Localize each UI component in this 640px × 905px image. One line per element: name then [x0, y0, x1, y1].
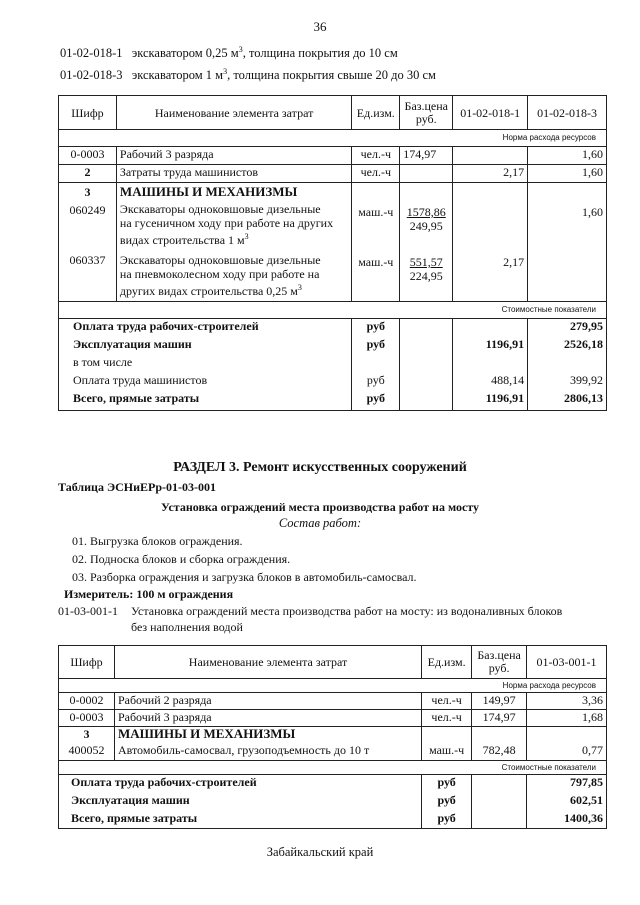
section-name: МАШИНЫ И МЕХАНИЗМЫ [119, 184, 298, 199]
item-code: 01-03-001-1 [58, 604, 118, 618]
row-value-1: 2,17 [503, 255, 525, 269]
row-price: 551,57 [409, 255, 443, 269]
row-code: 060337 [69, 253, 106, 267]
row-name-line: на гусеничном ходу при работе на других [119, 216, 334, 230]
row-price: 149,97 [472, 693, 527, 710]
work-item: 02. Поднoска блоков и сборка ограждения. [72, 552, 291, 566]
summary-empty [400, 373, 453, 391]
row-unit: чел.-ч [422, 710, 472, 727]
row-name-line: Экскаваторы одноковшовые дизельные [119, 202, 321, 216]
work-item: 01. Выгрузка блоков ограждения. [72, 534, 243, 548]
resource-table-2 [58, 645, 607, 829]
row-price [472, 727, 527, 743]
row-name: Автомобиль-самосвал, грузоподъемность до 10 т [114, 743, 421, 761]
summary-row [59, 319, 607, 337]
summary-value-2: 279,95 [528, 319, 607, 337]
row-code: 0-0003 [59, 710, 115, 727]
row-unit-cell [352, 183, 400, 302]
norm-row [59, 130, 607, 147]
row-code: 400052 [59, 743, 115, 761]
page-footer: Забайкальский край [266, 845, 374, 859]
section-name: МАШИНЫ И МЕХАНИЗМЫ [114, 727, 421, 743]
table-label: Таблица ЭСНиЕРр-01-03-001 [58, 480, 217, 494]
row-value-1: 1,68 [527, 710, 607, 727]
norm-label: Норма расхода ресурсов [59, 130, 607, 147]
summary-label: Всего, прямые затраты [59, 391, 352, 411]
summary-label: Оплата труда рабочих-строителей [59, 319, 352, 337]
summary-row [59, 391, 607, 411]
header-name: Наименование элемента затрат [114, 646, 421, 679]
row-name: Рабочий 2 разряда [114, 693, 421, 710]
summary-empty [472, 811, 527, 829]
row-value-1: 3,36 [527, 693, 607, 710]
section-code: 3 [84, 185, 91, 199]
row-unit: маш.-ч [358, 205, 394, 219]
table-title: Установка ограждений места производства работ на мосту [160, 500, 480, 514]
row-value-1: 2,17 [453, 165, 528, 183]
norm-label: Норма расхода ресурсов [59, 679, 607, 693]
summary-value-1: 602,51 [527, 793, 607, 811]
section-code: 3 [59, 727, 115, 743]
norm-row [59, 679, 607, 693]
header-code: Шифр [59, 646, 115, 679]
table-row [59, 165, 607, 183]
row-value-1: 0,77 [527, 743, 607, 761]
row-name: Рабочий 3 разряда [116, 147, 351, 165]
row-price: 1578,86 [406, 205, 446, 219]
summary-empty [400, 319, 453, 337]
table-header-row [59, 646, 607, 679]
row-unit: чел.-ч [422, 693, 472, 710]
summary-value-1: 1196,91 [453, 337, 528, 355]
row-code: 060249 [69, 203, 106, 217]
summary-value-1: 797,85 [527, 775, 607, 793]
row-price-secondary: 224,95 [409, 269, 443, 283]
table-row [59, 727, 607, 743]
summary-row [59, 775, 607, 793]
summary-label: Всего, прямые затраты [59, 811, 422, 829]
summary-unit: руб [422, 775, 472, 793]
header-code: Шифр [59, 96, 117, 130]
row-code: 2 [59, 165, 117, 183]
summary-value-2: 399,92 [528, 373, 607, 391]
summary-label: Оплата труда машинистов [59, 373, 352, 391]
table-row [59, 183, 607, 302]
intro-sup: 3 [223, 67, 228, 76]
intro-line-1 [60, 45, 398, 61]
row-price-secondary: 249,95 [409, 219, 443, 233]
row-unit: маш.-ч [358, 255, 394, 269]
row-name-line: на пневмоколесном ходу при работе на [119, 267, 320, 281]
summary-unit: руб [352, 337, 400, 355]
summary-unit: руб [422, 811, 472, 829]
row-value-1 [456, 205, 524, 219]
row-name-line: Экскаваторы одноковшовые дизельные [119, 253, 321, 267]
table-row [59, 693, 607, 710]
cost-row [59, 302, 607, 319]
intro-text: экскаватором 0,25 м [131, 46, 239, 61]
item-text-line-1: Установка ограждений места производства работ на мосту: из водоналивных блоков [131, 604, 563, 618]
header-price: Баз.цена руб. [400, 96, 453, 130]
summary-row [59, 337, 607, 355]
summary-value-2: 2526,18 [528, 337, 607, 355]
item-text-line-2: без наполнения водой [131, 620, 243, 634]
row-unit: чел.-ч [352, 147, 400, 165]
row-value-2: 1,60 [582, 205, 603, 219]
meter: Измеритель: 100 м ограждения [64, 587, 234, 601]
section-title: РАЗДЕЛ 3. Ремонт искусственных сооружений [173, 460, 467, 475]
row-unit [422, 727, 472, 743]
summary-label: Эксплуатация машин [59, 793, 422, 811]
summary-value-1: 1400,36 [527, 811, 607, 829]
summary-empty [400, 355, 453, 373]
cost-label: Стоимостные показатели [59, 761, 607, 775]
summary-value-1 [453, 319, 528, 337]
intro-tail: , толщина покрытия до 10 см [242, 46, 398, 61]
summary-label: Оплата труда рабочих-строителей [59, 775, 422, 793]
summary-empty [472, 793, 527, 811]
summary-row [59, 793, 607, 811]
summary-empty [453, 355, 528, 373]
row-value-1 [527, 727, 607, 743]
summary-empty [528, 355, 607, 373]
row-name-line: видах строительства 1 м [119, 233, 245, 247]
summary-value-1: 488,14 [453, 373, 528, 391]
intro-sup: 3 [238, 45, 243, 54]
row-value-1-cell [453, 183, 528, 302]
row-value-2-cell [528, 183, 607, 302]
summary-row [59, 811, 607, 829]
row-price-cell [400, 183, 453, 302]
summary-unit: руб [352, 319, 400, 337]
summary-value-1: 1196,91 [453, 391, 528, 411]
intro-text: экскаватором 1 м [131, 68, 224, 83]
row-price: 782,48 [472, 743, 527, 761]
works-title: Состав работ: [278, 516, 362, 530]
work-item: 03. Разборка ограждения и загрузка блоков в автомобиль-самосвал. [72, 570, 417, 584]
summary-empty [352, 355, 400, 373]
summary-label: в том числе [59, 355, 352, 373]
header-unit: Ед.изм. [352, 96, 400, 130]
row-value-1 [453, 147, 528, 165]
row-value-2: 1,60 [528, 165, 607, 183]
intro-code: 01-02-018-1 [60, 46, 123, 61]
cost-row [59, 761, 607, 775]
row-value-2: 1,60 [528, 147, 607, 165]
summary-row [59, 373, 607, 391]
summary-empty [400, 391, 453, 411]
table-row [59, 147, 607, 165]
header-col-2: 01-02-018-3 [528, 96, 607, 130]
row-price: 174,97 [400, 147, 453, 165]
summary-unit: руб [352, 373, 400, 391]
row-code-cell [59, 183, 117, 302]
summary-empty [472, 775, 527, 793]
table-header-row [59, 96, 607, 130]
row-code: 0-0003 [59, 147, 117, 165]
intro-code: 01-02-018-3 [60, 68, 123, 83]
header-col-1: 01-02-018-1 [453, 96, 528, 130]
row-price: 174,97 [472, 710, 527, 727]
summary-value-2: 2806,13 [528, 391, 607, 411]
row-name-cell [116, 183, 351, 302]
header-col-1: 01-03-001-1 [527, 646, 607, 679]
row-unit: чел.-ч [352, 165, 400, 183]
summary-row [59, 355, 607, 373]
table-row [59, 710, 607, 727]
header-price: Баз.цена руб. [472, 646, 527, 679]
summary-label: Эксплуатация машин [59, 337, 352, 355]
row-code: 0-0002 [59, 693, 115, 710]
intro-line-2 [60, 67, 436, 83]
row-sup: 3 [297, 283, 302, 292]
cost-label: Стоимостные показатели [59, 302, 607, 319]
row-name: Рабочий 3 разряда [114, 710, 421, 727]
table-row [59, 743, 607, 761]
row-name-line: других видах строительства 0,25 м [119, 284, 298, 298]
summary-unit: руб [422, 793, 472, 811]
intro-tail: , толщина покрытия свыше 20 до 30 см [227, 68, 436, 83]
summary-unit: руб [352, 391, 400, 411]
row-sup: 3 [244, 232, 249, 241]
resource-table-1 [58, 95, 607, 411]
row-price [400, 165, 453, 183]
row-unit: маш.-ч [422, 743, 472, 761]
header-name: Наименование элемента затрат [116, 96, 351, 130]
row-name: Затраты труда машинистов [116, 165, 351, 183]
page-number: 36 [313, 19, 327, 34]
header-unit: Ед.изм. [422, 646, 472, 679]
summary-empty [400, 337, 453, 355]
